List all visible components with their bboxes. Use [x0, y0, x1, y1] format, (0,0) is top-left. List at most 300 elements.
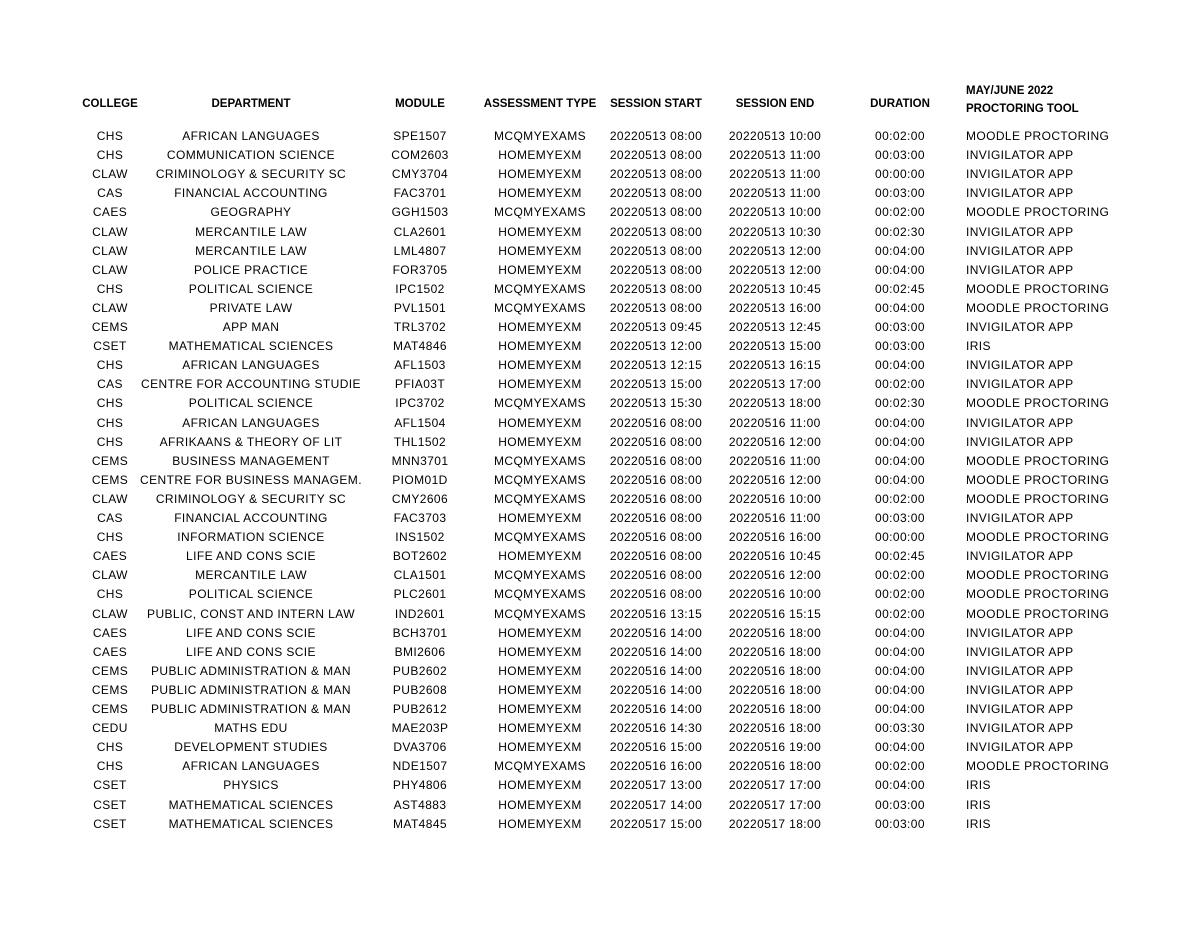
cell-session-start: 20220516 08:00 — [609, 434, 703, 449]
cell-duration: 00:04:00 — [875, 434, 925, 449]
cell-session-end: 20220513 16:15 — [728, 358, 822, 373]
cell-proctoring-tool: MOODLE PROCTORING — [966, 606, 1110, 621]
cell-session-end: 20220513 10:00 — [728, 205, 822, 220]
table-row — [0, 471, 1200, 490]
cell-proctoring-tool: MOODLE PROCTORING — [966, 281, 1110, 296]
cell-proctoring-tool: INVIGILATOR APP — [966, 415, 1074, 430]
cell-college: CLAW — [92, 568, 128, 583]
cell-assessment-type: HOMEMYEXM — [498, 740, 582, 755]
cell-duration: 00:02:00 — [875, 377, 925, 392]
cell-session-end: 20220513 17:00 — [728, 377, 822, 392]
cell-session-end: 20220516 19:00 — [728, 740, 822, 755]
cell-session-start: 20220513 08:00 — [609, 167, 703, 182]
table-row — [0, 299, 1200, 318]
cell-proctoring-tool: INVIGILATOR APP — [966, 167, 1074, 182]
cell-module: PUB2602 — [392, 663, 448, 678]
cell-college: CSET — [93, 816, 127, 831]
cell-assessment-type: MCQMYEXAMS — [493, 453, 586, 468]
cell-session-start: 20220516 13:15 — [609, 606, 703, 621]
table-row — [0, 585, 1200, 604]
cell-module: INS1502 — [395, 530, 445, 545]
cell-proctoring-tool: MOODLE PROCTORING — [966, 568, 1110, 583]
table-row — [0, 757, 1200, 776]
header-module: MODULE — [395, 98, 445, 110]
cell-module: PUB2612 — [392, 702, 448, 716]
cell-department: MATHEMATICAL SCIENCES — [168, 797, 334, 812]
cell-session-start: 20220513 08:00 — [609, 243, 703, 258]
cell-duration: 00:04:00 — [875, 243, 925, 258]
cell-department: LIFE AND CONS SCIE — [186, 625, 316, 640]
cell-assessment-type: HOMEMYEXM — [498, 358, 582, 373]
table-row — [0, 700, 1200, 719]
cell-module: MAT4846 — [393, 339, 447, 354]
cell-assessment-type: HOMEMYEXM — [498, 415, 582, 430]
cell-college: CLAW — [92, 167, 128, 182]
table-row — [0, 127, 1200, 146]
cell-assessment-type: MCQMYEXAMS — [493, 568, 586, 583]
cell-duration: 00:04:00 — [875, 262, 925, 277]
cell-duration: 00:03:00 — [875, 320, 925, 334]
cell-college: CEMS — [91, 663, 129, 678]
cell-session-start: 20220513 15:00 — [609, 377, 703, 392]
cell-assessment-type: HOMEMYEXM — [498, 186, 582, 201]
cell-proctoring-tool: INVIGILATOR APP — [966, 625, 1074, 640]
cell-department: MERCANTILE LAW — [195, 243, 307, 258]
header-duration: DURATION — [870, 98, 930, 110]
cell-proctoring-tool: IRIS — [966, 778, 991, 793]
cell-module: PVL1501 — [393, 300, 447, 315]
cell-duration: 00:02:30 — [875, 224, 925, 239]
cell-department: COMMUNICATION SCIENCE — [166, 148, 336, 163]
cell-duration: 00:04:00 — [875, 625, 925, 640]
cell-duration: 00:04:00 — [875, 644, 925, 659]
table-row — [0, 566, 1200, 585]
cell-session-end: 20220516 10:45 — [728, 549, 822, 564]
cell-session-start: 20220516 14:00 — [609, 663, 703, 678]
cell-module: GGH1503 — [391, 205, 449, 220]
cell-session-start: 20220513 12:00 — [609, 339, 703, 354]
cell-college: CHS — [96, 148, 124, 163]
cell-session-end: 20220516 15:15 — [728, 606, 822, 621]
cell-college: CEDU — [92, 721, 128, 736]
cell-session-end: 20220517 17:00 — [728, 778, 822, 793]
cell-college: CHS — [96, 530, 124, 545]
cell-duration: 00:02:00 — [875, 491, 925, 506]
cell-college: CLAW — [92, 224, 128, 239]
cell-session-start: 20220516 16:00 — [609, 759, 703, 774]
cell-college: CLAW — [92, 606, 128, 621]
cell-assessment-type: HOMEMYEXM — [498, 339, 582, 354]
header-session-start: SESSION START — [610, 98, 702, 110]
cell-assessment-type: MCQMYEXAMS — [493, 587, 586, 602]
cell-module: FAC3701 — [393, 186, 447, 201]
table-row — [0, 337, 1200, 356]
cell-department: MERCANTILE LAW — [195, 224, 307, 239]
cell-assessment-type: MCQMYEXAMS — [493, 129, 586, 143]
cell-session-start: 20220516 14:00 — [609, 625, 703, 640]
cell-duration: 00:03:00 — [875, 797, 925, 812]
cell-proctoring-tool: MOODLE PROCTORING — [966, 396, 1110, 411]
cell-session-end: 20220516 18:00 — [728, 682, 822, 697]
cell-module: PHY4806 — [392, 778, 448, 793]
cell-module: AFL1504 — [394, 415, 446, 430]
cell-college: CEMS — [91, 320, 129, 334]
cell-duration: 00:03:00 — [875, 816, 925, 831]
cell-department: PUBLIC ADMINISTRATION & MAN — [151, 682, 351, 697]
cell-department: AFRICAN LANGUAGES — [182, 129, 320, 143]
cell-module: FAC3703 — [393, 511, 447, 525]
cell-department: AFRICAN LANGUAGES — [182, 415, 320, 430]
cell-assessment-type: HOMEMYEXM — [498, 663, 582, 678]
cell-session-end: 20220516 11:00 — [729, 511, 821, 525]
table-row — [0, 394, 1200, 413]
cell-duration: 00:02:00 — [875, 205, 925, 220]
cell-module: LML4807 — [393, 243, 447, 258]
table-row — [0, 605, 1200, 624]
cell-assessment-type: HOMEMYEXM — [498, 778, 582, 793]
cell-department: FINANCIAL ACCOUNTING — [174, 511, 328, 525]
cell-session-end: 20220513 18:00 — [728, 396, 822, 411]
cell-department: MATHS EDU — [214, 721, 288, 736]
cell-assessment-type: MCQMYEXAMS — [493, 472, 586, 487]
cell-session-end: 20220513 11:00 — [729, 148, 821, 163]
cell-department: LIFE AND CONS SCIE — [186, 549, 316, 564]
cell-module: COM2603 — [391, 148, 449, 163]
cell-department: POLITICAL SCIENCE — [188, 587, 314, 602]
cell-proctoring-tool: INVIGILATOR APP — [966, 224, 1074, 239]
table-row — [0, 681, 1200, 700]
cell-session-end: 20220516 18:00 — [728, 759, 822, 774]
cell-module: AFL1503 — [394, 358, 446, 373]
cell-proctoring-tool: INVIGILATOR APP — [966, 721, 1074, 736]
cell-college: CAES — [92, 205, 128, 220]
cell-module: IPC1502 — [395, 281, 445, 296]
cell-proctoring-tool: INVIGILATOR APP — [966, 377, 1074, 392]
table-row — [0, 452, 1200, 471]
cell-session-start: 20220516 08:00 — [609, 415, 703, 430]
cell-duration: 00:04:00 — [875, 453, 925, 468]
cell-module: CMY2606 — [391, 491, 449, 506]
cell-session-end: 20220517 17:00 — [728, 797, 822, 812]
cell-proctoring-tool: MOODLE PROCTORING — [966, 587, 1110, 602]
cell-module: TRL3702 — [393, 320, 447, 334]
cell-proctoring-tool: MOODLE PROCTORING — [966, 530, 1110, 545]
cell-proctoring-tool: IRIS — [966, 816, 991, 831]
cell-college: CAS — [97, 186, 123, 201]
cell-assessment-type: MCQMYEXAMS — [493, 205, 586, 220]
cell-session-start: 20220517 13:00 — [609, 778, 703, 793]
cell-module: CMY3704 — [391, 167, 449, 182]
cell-proctoring-tool: INVIGILATOR APP — [966, 511, 1074, 525]
cell-module: BOT2602 — [392, 549, 448, 564]
cell-department: CRIMINOLOGY & SECURITY SC — [155, 167, 347, 182]
cell-department: FINANCIAL ACCOUNTING — [174, 186, 328, 201]
cell-session-start: 20220513 08:00 — [609, 205, 703, 220]
cell-college: CAES — [92, 549, 128, 564]
cell-proctoring-tool: INVIGILATOR APP — [966, 702, 1074, 716]
cell-department: CRIMINOLOGY & SECURITY SC — [155, 491, 347, 506]
cell-duration: 00:04:00 — [875, 682, 925, 697]
cell-session-start: 20220513 15:30 — [609, 396, 703, 411]
cell-module: CLA2601 — [393, 224, 447, 239]
cell-session-start: 20220516 08:00 — [609, 491, 703, 506]
cell-session-start: 20220513 09:45 — [609, 320, 703, 334]
table-row — [0, 738, 1200, 757]
cell-college: CSET — [93, 797, 127, 812]
cell-college: CHS — [96, 759, 124, 774]
cell-proctoring-tool: MOODLE PROCTORING — [966, 472, 1110, 487]
cell-session-end: 20220513 11:00 — [729, 167, 821, 182]
table-row — [0, 184, 1200, 203]
table-row — [0, 719, 1200, 738]
cell-module: FOR3705 — [392, 262, 448, 277]
cell-proctoring-tool: MOODLE PROCTORING — [966, 453, 1110, 468]
table-row — [0, 203, 1200, 222]
cell-assessment-type: MCQMYEXAMS — [493, 530, 586, 545]
table-row — [0, 796, 1200, 815]
cell-assessment-type: MCQMYEXAMS — [493, 396, 586, 411]
cell-college: CAS — [97, 511, 123, 525]
cell-assessment-type: HOMEMYEXM — [498, 702, 582, 716]
cell-assessment-type: HOMEMYEXM — [498, 262, 582, 277]
cell-college: CHS — [96, 740, 124, 755]
cell-assessment-type: MCQMYEXAMS — [493, 300, 586, 315]
cell-session-end: 20220516 18:00 — [728, 702, 822, 716]
cell-department: PHYSICS — [223, 778, 279, 793]
table-row — [0, 643, 1200, 662]
cell-module: MAE203P — [391, 721, 449, 736]
cell-session-end: 20220516 11:00 — [729, 453, 821, 468]
cell-assessment-type: HOMEMYEXM — [498, 320, 582, 334]
cell-module: PIOM01D — [392, 472, 448, 487]
cell-college: CSET — [93, 339, 127, 354]
header-college: COLLEGE — [82, 98, 138, 110]
cell-department: AFRIKAANS & THEORY OF LIT — [159, 434, 343, 449]
cell-proctoring-tool: INVIGILATOR APP — [966, 663, 1074, 678]
cell-college: CAES — [92, 625, 128, 640]
table-row — [0, 547, 1200, 566]
cell-assessment-type: HOMEMYEXM — [498, 167, 582, 182]
table-row — [0, 776, 1200, 795]
table-row — [0, 490, 1200, 509]
cell-proctoring-tool: INVIGILATOR APP — [966, 243, 1074, 258]
header-session-end: SESSION END — [735, 98, 815, 110]
cell-session-end: 20220516 10:00 — [728, 587, 822, 602]
cell-department: AFRICAN LANGUAGES — [182, 358, 320, 373]
cell-duration: 00:02:00 — [875, 587, 925, 602]
cell-session-start: 20220513 08:00 — [609, 186, 703, 201]
cell-session-end: 20220516 12:00 — [728, 472, 822, 487]
cell-proctoring-tool: INVIGILATOR APP — [966, 262, 1074, 277]
cell-duration: 00:04:00 — [875, 358, 925, 373]
cell-session-end: 20220516 12:00 — [728, 568, 822, 583]
cell-department: GEOGRAPHY — [210, 205, 292, 220]
cell-duration: 00:04:00 — [875, 778, 925, 793]
cell-proctoring-tool: INVIGILATOR APP — [966, 148, 1074, 163]
cell-module: IPC3702 — [395, 396, 445, 411]
cell-assessment-type: HOMEMYEXM — [498, 721, 582, 736]
table-header — [0, 80, 1200, 130]
cell-proctoring-tool: MOODLE PROCTORING — [966, 129, 1110, 143]
cell-module: DVA3706 — [393, 740, 447, 755]
cell-duration: 00:02:00 — [875, 129, 925, 143]
cell-duration: 00:02:30 — [875, 396, 925, 411]
cell-college: CEMS — [91, 702, 129, 716]
table-row — [0, 433, 1200, 452]
cell-college: CHS — [96, 415, 124, 430]
cell-proctoring-tool: INVIGILATOR APP — [966, 644, 1074, 659]
cell-assessment-type: HOMEMYEXM — [498, 816, 582, 831]
cell-assessment-type: HOMEMYEXM — [498, 625, 582, 640]
cell-proctoring-tool: INVIGILATOR APP — [966, 549, 1074, 564]
table-row — [0, 528, 1200, 547]
cell-session-end: 20220513 15:00 — [728, 339, 822, 354]
cell-session-end: 20220516 16:00 — [728, 530, 822, 545]
cell-department: PUBLIC ADMINISTRATION & MAN — [151, 702, 351, 716]
cell-college: CHS — [96, 281, 124, 296]
cell-duration: 00:00:00 — [875, 530, 925, 545]
cell-module: CLA1501 — [393, 568, 447, 583]
header-department: DEPARTMENT — [211, 98, 291, 110]
cell-duration: 00:02:45 — [875, 281, 925, 296]
cell-assessment-type: HOMEMYEXM — [498, 797, 582, 812]
cell-session-start: 20220516 14:00 — [609, 682, 703, 697]
cell-session-end: 20220516 18:00 — [728, 625, 822, 640]
cell-department: PUBLIC, CONST AND INTERN LAW — [147, 606, 355, 621]
cell-duration: 00:04:00 — [875, 663, 925, 678]
cell-department: CENTRE FOR ACCOUNTING STUDIE — [141, 377, 361, 392]
cell-module: BMI2606 — [394, 644, 446, 659]
cell-module: PFIA03T — [394, 377, 446, 392]
table-row — [0, 375, 1200, 394]
cell-assessment-type: HOMEMYEXM — [498, 682, 582, 697]
cell-session-end: 20220516 11:00 — [729, 415, 821, 430]
cell-department: MATHEMATICAL SCIENCES — [168, 816, 334, 831]
cell-duration: 00:03:00 — [875, 339, 925, 354]
cell-session-end: 20220513 10:45 — [728, 281, 822, 296]
cell-assessment-type: MCQMYEXAMS — [493, 759, 586, 774]
cell-college: CAS — [97, 377, 123, 392]
cell-college: CSET — [93, 778, 127, 793]
cell-duration: 00:04:00 — [875, 300, 925, 315]
cell-session-start: 20220516 08:00 — [609, 511, 703, 525]
cell-proctoring-tool: INVIGILATOR APP — [966, 740, 1074, 755]
cell-assessment-type: HOMEMYEXM — [498, 549, 582, 564]
cell-college: CHS — [96, 358, 124, 373]
cell-session-end: 20220516 18:00 — [728, 644, 822, 659]
table-row — [0, 509, 1200, 528]
cell-session-start: 20220513 08:00 — [609, 148, 703, 163]
cell-session-start: 20220517 15:00 — [609, 816, 703, 831]
cell-session-end: 20220517 18:00 — [728, 816, 822, 831]
cell-duration: 00:03:00 — [875, 186, 925, 201]
cell-session-end: 20220513 16:00 — [728, 300, 822, 315]
cell-session-start: 20220516 15:00 — [609, 740, 703, 755]
cell-session-end: 20220513 12:00 — [728, 243, 822, 258]
table-row — [0, 242, 1200, 261]
cell-department: MATHEMATICAL SCIENCES — [168, 339, 334, 354]
cell-department: INFORMATION SCIENCE — [177, 530, 325, 545]
cell-duration: 00:04:00 — [875, 415, 925, 430]
cell-proctoring-tool: INVIGILATOR APP — [966, 358, 1074, 373]
cell-assessment-type: HOMEMYEXM — [498, 511, 582, 525]
cell-department: POLITICAL SCIENCE — [188, 396, 314, 411]
cell-session-end: 20220513 11:00 — [729, 186, 821, 201]
cell-college: CLAW — [92, 300, 128, 315]
cell-module: SPE1507 — [393, 129, 447, 143]
cell-session-end: 20220513 10:00 — [728, 129, 822, 143]
cell-session-start: 20220516 14:00 — [609, 702, 703, 716]
cell-assessment-type: HOMEMYEXM — [498, 224, 582, 239]
table-row — [0, 356, 1200, 375]
cell-college: CLAW — [92, 491, 128, 506]
cell-proctoring-tool: INVIGILATOR APP — [966, 682, 1074, 697]
cell-module: PLC2601 — [393, 587, 447, 602]
cell-session-start: 20220513 08:00 — [609, 129, 703, 143]
header-tool-line2: PROCTORING TOOL — [966, 103, 1079, 115]
table-row — [0, 318, 1200, 337]
cell-department: AFRICAN LANGUAGES — [182, 759, 320, 774]
cell-college: CHS — [96, 129, 124, 143]
cell-assessment-type: HOMEMYEXM — [498, 434, 582, 449]
cell-proctoring-tool: INVIGILATOR APP — [966, 434, 1074, 449]
table-row — [0, 815, 1200, 834]
table-row — [0, 146, 1200, 165]
cell-department: BUSINESS MANAGEMENT — [172, 453, 330, 468]
cell-college: CHS — [96, 396, 124, 411]
cell-duration: 00:00:00 — [875, 167, 925, 182]
cell-department: DEVELOPMENT STUDIES — [174, 740, 328, 755]
cell-session-start: 20220516 08:00 — [609, 472, 703, 487]
cell-proctoring-tool: MOODLE PROCTORING — [966, 759, 1110, 774]
cell-duration: 00:04:00 — [875, 472, 925, 487]
cell-department: MERCANTILE LAW — [195, 568, 307, 583]
cell-college: CEMS — [91, 472, 129, 487]
cell-session-start: 20220513 08:00 — [609, 262, 703, 277]
cell-duration: 00:03:30 — [875, 721, 925, 736]
cell-department: PUBLIC ADMINISTRATION & MAN — [151, 663, 351, 678]
cell-session-end: 20220513 10:30 — [728, 224, 822, 239]
cell-module: BCH3701 — [392, 625, 448, 640]
cell-department: CENTRE FOR BUSINESS MANAGEM. — [140, 472, 362, 487]
cell-session-end: 20220513 12:00 — [728, 262, 822, 277]
cell-assessment-type: HOMEMYEXM — [498, 243, 582, 258]
cell-college: CLAW — [92, 262, 128, 277]
cell-proctoring-tool: MOODLE PROCTORING — [966, 300, 1110, 315]
cell-session-start: 20220516 08:00 — [609, 587, 703, 602]
cell-session-start: 20220516 08:00 — [609, 453, 703, 468]
cell-session-start: 20220516 14:30 — [609, 721, 703, 736]
header-assessment-type: ASSESSMENT TYPE — [483, 98, 597, 110]
cell-proctoring-tool: IRIS — [966, 797, 991, 812]
cell-proctoring-tool: MOODLE PROCTORING — [966, 205, 1110, 220]
cell-session-start: 20220513 08:00 — [609, 224, 703, 239]
table-row — [0, 223, 1200, 242]
cell-department: APP MAN — [222, 320, 280, 334]
cell-session-start: 20220516 08:00 — [609, 530, 703, 545]
cell-college: CEMS — [91, 682, 129, 697]
cell-college: CHS — [96, 434, 124, 449]
cell-assessment-type: MCQMYEXAMS — [493, 606, 586, 621]
cell-session-end: 20220516 10:00 — [728, 491, 822, 506]
cell-proctoring-tool: IRIS — [966, 339, 991, 354]
cell-session-start: 20220513 12:15 — [609, 358, 703, 373]
cell-assessment-type: HOMEMYEXM — [498, 644, 582, 659]
cell-department: LIFE AND CONS SCIE — [186, 644, 316, 659]
cell-module: IND2601 — [394, 606, 446, 621]
cell-module: MNN3701 — [391, 453, 449, 468]
cell-proctoring-tool: INVIGILATOR APP — [966, 186, 1074, 201]
